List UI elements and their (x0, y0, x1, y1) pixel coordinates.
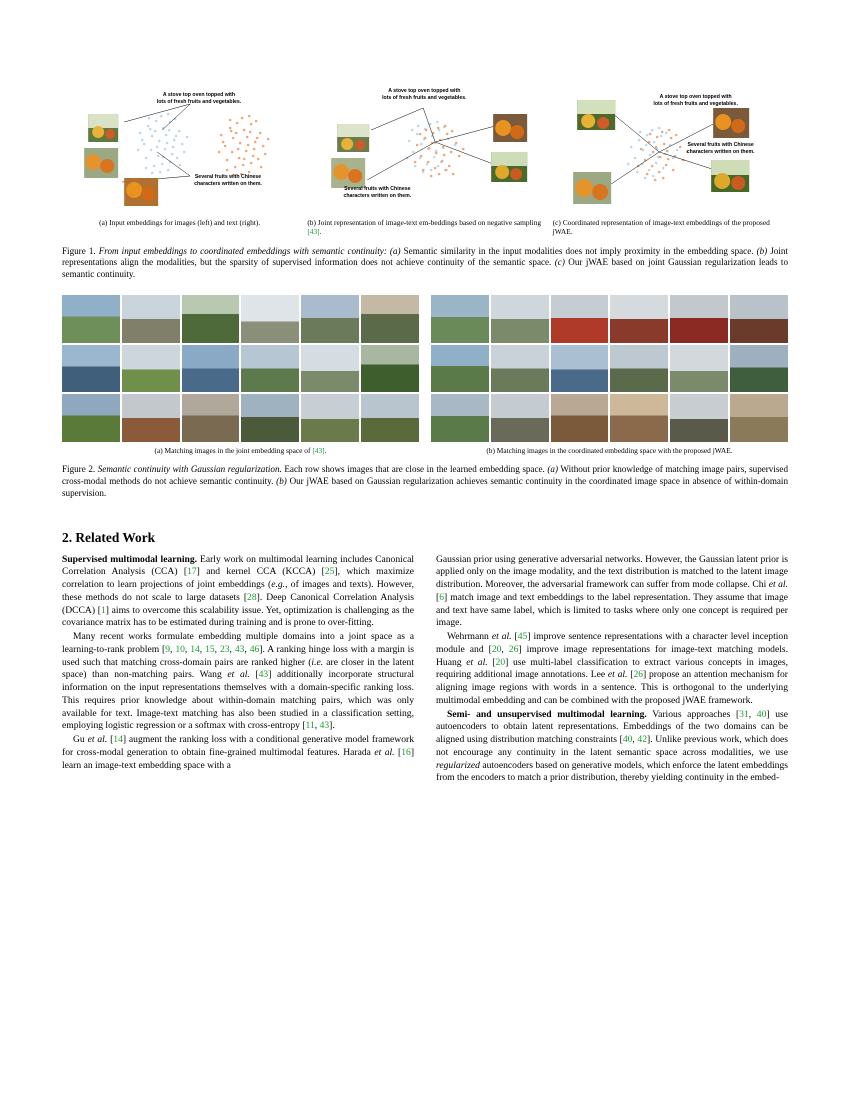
body-columns (62, 554, 788, 786)
image-cell (122, 295, 180, 343)
image-cell (62, 295, 120, 343)
image-cell (431, 295, 489, 343)
image-cell (182, 394, 240, 442)
image-cell (62, 345, 120, 393)
figure-1c-label-1: Several fruits with Chinese characters written on them. (686, 142, 755, 155)
figure-1c-label-0: A stove top oven topped with lots of fresh fruits and vegetables. (653, 94, 738, 107)
paragraph: Gaussian prior using generative adversarial networks. However, the Gaussian latent prior is applied only on the image modality, and the text distribution is matched to the latent image distribution. Moreover, the adversarial framework can suffer from mode collapse. Chi et al. [6] match image and text embeddings to the label representation. They assume that image and text have same label, which is limited to tasks where only one concept is required per image. (436, 553, 788, 629)
image-cell (301, 394, 359, 442)
image-cell (182, 295, 240, 343)
image-cell (670, 295, 728, 343)
image-cell (670, 394, 728, 442)
image-cell (551, 345, 609, 393)
figure-1a-label-1: Several fruits with Chinese characters written on them. (194, 174, 262, 187)
column-right (436, 554, 788, 786)
image-cell (610, 394, 668, 442)
figure-1 (62, 86, 788, 237)
image-cell (122, 345, 180, 393)
figure-2 (62, 295, 788, 455)
image-cell (730, 394, 788, 442)
image-cell (491, 394, 549, 442)
image-cell (241, 295, 299, 343)
image-cell (122, 394, 180, 442)
figure-1a-svg (62, 86, 297, 214)
image-cell (610, 295, 668, 343)
paragraph: Wehrmann et al. [45] improve sentence representations with a character level inception module and [20, 26] improve image representations for image-text matching models. Huang et al. [20] use multi-label classification to extract various concepts in images, requiring additional image annotations. Lee et al. [26] propose an attention mechanism for aligning image regions with words in a sentence. This is orthogonal to the underlying multimodal embedding and can be combined with the proposed jWAE framework. (436, 631, 789, 706)
paragraph: Many recent works formulate embedding multiple domains into a joint space as a learning-to-rank problem [9, 10, 14, 15, 23, 43, 46]. A ranking hinge loss with a margin is used such that matching cross-domain pairs are ranked higher (i.e. are closer in the latent space) than non-matching pairs. Wang et al. [43] additionally incorporate structural information on the input representations themselves with a domain-specific ranking loss. This requires prior knowledge about within-domain matching pairs, which was only available for text. Image-text matching has also been studied in a classification setting, employing logistic regression or a softmax with cross-entropy [11, 43]. (62, 631, 415, 732)
page-content (62, 86, 788, 785)
image-cell (670, 345, 728, 393)
image-cell (730, 345, 788, 393)
image-cell (182, 345, 240, 393)
paragraph: Gu et al. [14] augment the ranking loss with a conditional generative model framework for cross-modal generation to obtain fine-grained multimodal features. Harada et al. [16] learn an image-text embedding space with a (62, 734, 415, 771)
image-cell (551, 295, 609, 343)
figure-1a-caption: (a) Input embeddings for images (left) and text (right). (99, 218, 261, 227)
image-cell (361, 394, 419, 442)
image-cell (431, 345, 489, 393)
figure-1b-plot (307, 86, 542, 214)
figure-1-panel-a (62, 86, 297, 227)
image-cell (491, 345, 549, 393)
figure-2b-caption: (b) Matching images in the coordinated embedding space with the proposed jWAE. (486, 445, 733, 455)
image-cell (361, 345, 419, 393)
figure-1a-thumbnails (84, 114, 158, 206)
image-cell (361, 295, 419, 343)
figure-1a-plot (62, 86, 297, 214)
figure-1-panel-c (553, 86, 788, 237)
image-cell (62, 394, 120, 442)
section-title: 2. Related Work (62, 529, 156, 545)
paragraph: Supervised multimodal learning. Early work on multimodal learning includes Canonical Correlation Analysis (CCA) [17] and kernel CCA (KCCA) [25], which maximize correlation to learn projections of joint embeddings (e.g., of images and texts). However, these methods do not scale to large datasets [28]. Deep Canonical Correlation Analysis (DCCA) [1] aims to overcome this scalability issue. Yet, optimization is challenging as the covariance matrix has to be estimated during training and is prone to over-fitting. (62, 553, 414, 629)
figure-1a-label-0: A stove top oven topped with lots of fresh fruits and vegetables. (156, 92, 242, 105)
image-cell (730, 295, 788, 343)
figure-2a-caption: (a) Matching images in the joint embedding space of [43]. (154, 445, 327, 455)
figure-2-panel-b (431, 295, 788, 455)
image-cell (301, 345, 359, 393)
figure-1-panel-b (307, 86, 542, 237)
figure-2-panel-a (62, 295, 419, 455)
column-left (62, 554, 414, 786)
figure-2-caption: Figure 2. Semantic continuity with Gaussian regularization. Each row shows images that are close in the learned embedding space. (a) Without prior knowledge of matching image pairs, supervised cross-modal methods do not achieve semantic continuity. (b) Our jWAE based on Gaussian regularization achieves semantic continuity in the coordinated image space in absence of within-domain supervision. (62, 464, 788, 498)
figure-2a-grid (62, 295, 419, 442)
figure-1-caption: Figure 1. From input embeddings to coordinated embeddings with semantic continuity: (a) Semantic similarity in the input modalities does not imply proximity in the embedding space. (b) Joint representations align the modalities, but the sparsity of supervised information does not achieve continuity of the semantic space. (c) Our jWAE based on joint Gaussian regularization leads to semantic continuity. (62, 245, 788, 280)
image-cell (241, 345, 299, 393)
image-cell (551, 394, 609, 442)
image-cell (431, 394, 489, 442)
figure-1b-label-1: Several fruits with Chinese characters written on them. (343, 186, 412, 199)
image-cell (241, 394, 299, 442)
image-cell (301, 295, 359, 343)
image-cell (610, 345, 668, 393)
figure-1b-label-0: A stove top oven topped with lots of fresh fruits and vegetables. (382, 88, 467, 101)
figure-2b-grid (431, 295, 788, 442)
figure-1b-caption: (b) Joint representation of image-text em-beddings based on negative sampling [43]. (307, 218, 542, 237)
figure-1c-caption: (c) Coordinated representation of image-text embeddings of the proposed jWAE. (552, 218, 770, 237)
figure-1c-plot (553, 86, 788, 214)
image-cell (491, 295, 549, 343)
paragraph: Semi- and unsupervised multimodal learning. Various approaches [31, 40] use autoencoders to obtain latent representations. Embeddings of the two domains can be aligned using distribution matching constraints [40, 42]. Unlike previous work, which does not encourage any continuity in the latent semantic space across modalities, we use regularized autoencoders based on generative models, which enforce the latent embeddings from the encoders to match a prior distribution, thereby yielding continuity in the embed- (436, 708, 788, 784)
